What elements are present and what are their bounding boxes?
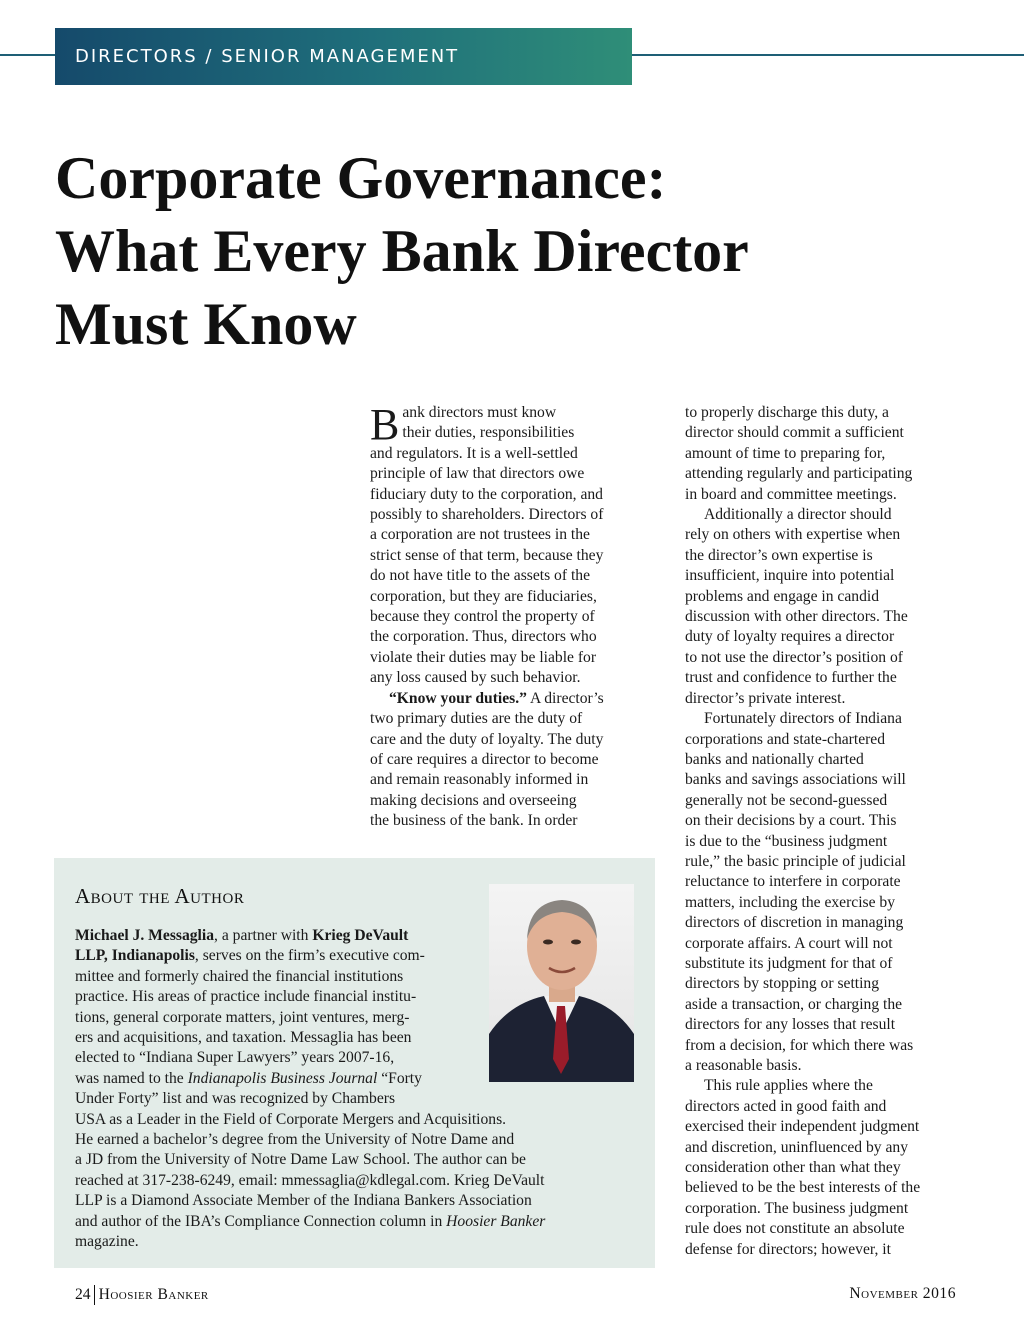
body-line: on their decisions by a court. This — [685, 812, 897, 830]
body-line: discussion with other directors. The — [685, 608, 908, 626]
body-line: two primary duties are the duty of — [370, 710, 583, 728]
magazine-title: Hoosier Banker — [446, 1212, 546, 1230]
bio-line: tions, general corporate matters, joint ventures, merg- — [75, 1008, 410, 1026]
bio-line: mittee and formerly chaired the financial institutions — [75, 967, 404, 985]
subhead-know-your-duties: “Know your duties.” — [389, 689, 527, 707]
drop-cap: B — [370, 400, 400, 449]
bio-text: “Forty — [377, 1069, 422, 1087]
article-column-2 — [685, 403, 985, 1260]
body-line: from a decision, for which there was — [685, 1036, 914, 1054]
author-heading: About the Author — [75, 884, 245, 908]
body-line: to properly discharge this duty, a — [685, 404, 889, 421]
article-column-1 — [370, 400, 670, 832]
author-name: Michael J. Messaglia — [75, 927, 215, 944]
body-line: principle of law that directors owe — [370, 465, 585, 483]
headline-line: Must Know — [55, 291, 357, 357]
article-headline — [55, 142, 955, 361]
body-line: rule does not constitute an absolute — [685, 1220, 905, 1238]
bio-line: practice. His areas of practice include financial institu- — [75, 988, 417, 1006]
body-line: exercised their independent judgment — [685, 1118, 920, 1136]
bio-text: , serves on the firm’s executive com- — [194, 947, 425, 965]
body-line: rely on others with expertise when — [685, 526, 901, 544]
body-line: possibly to shareholders. Directors of — [370, 506, 604, 524]
body-line: attending regularly and participating — [685, 465, 913, 483]
issue-date: November 2016 — [849, 1285, 956, 1302]
body-line: care and the duty of loyalty. The duty — [370, 730, 604, 748]
bio-line — [75, 1212, 635, 1232]
body-line: director should commit a sufficient — [685, 424, 904, 442]
body-line: ank directors must know — [402, 404, 557, 421]
body-line: of care requires a director to become — [370, 750, 599, 768]
body-line: a corporation are not trustees in the — [370, 526, 590, 544]
body-line: is due to the “business judgment — [685, 832, 888, 850]
body-line: generally not be second-guessed — [685, 791, 888, 809]
body-line: the corporation. Thus, directors who — [370, 628, 597, 646]
body-line: directors for any losses that result — [685, 1016, 896, 1034]
body-line: aside a transaction, or charging the — [685, 995, 903, 1013]
footer-left — [75, 1285, 209, 1305]
section-label: DIRECTORS / SENIOR MANAGEMENT — [75, 46, 460, 67]
body-line: because they control the property of — [370, 608, 595, 626]
body-line: their duties, responsibilities — [402, 424, 575, 442]
bio-line: He earned a bachelor’s degree from the University of Notre Dame and — [75, 1131, 515, 1149]
bio-line: LLP is a Diamond Associate Member of the Indiana Bankers Association — [75, 1192, 532, 1210]
headline-line: Corporate Governance: — [55, 145, 667, 211]
author-firm-location: LLP, Indianapolis — [75, 947, 195, 965]
body-line: This rule applies where the — [704, 1077, 873, 1095]
author-photo — [489, 884, 634, 1082]
author-portrait-illustration — [489, 884, 634, 1082]
body-line: corporations and state-chartered — [685, 730, 886, 748]
body-text: A director’s — [526, 689, 604, 707]
body-line: problems and engage in candid — [685, 587, 879, 605]
body-line: and remain reasonably informed in — [370, 771, 589, 789]
bio-line: elected to “Indiana Super Lawyers” years 2007-16, — [75, 1049, 395, 1067]
publication-name: Hoosier Banker — [98, 1286, 209, 1303]
body-line: trust and confidence to further the — [685, 669, 897, 687]
body-line: and regulators. It is a well-settled — [370, 444, 578, 462]
body-line: Additionally a director should — [704, 506, 892, 524]
body-line: substitute its judgment for that of — [685, 954, 893, 972]
bio-line: ers and acquisitions, and taxation. Messaglia has been — [75, 1029, 412, 1047]
section-banner — [55, 28, 632, 85]
bio-line: reached at 317-238-6249, email: mmessaglia@kdlegal.com. Krieg DeVault — [75, 1171, 545, 1189]
body-line: banks and nationally charted — [685, 750, 864, 768]
body-line: amount of time to preparing for, — [685, 444, 886, 462]
body-line: duty of loyalty requires a director — [685, 628, 895, 646]
body-line — [370, 689, 670, 709]
body-line: do not have title to the assets of the — [370, 567, 590, 585]
body-line: any loss caused by such behavior. — [370, 669, 581, 687]
body-line: a reasonable basis. — [685, 1057, 802, 1074]
footer-divider — [94, 1285, 95, 1305]
body-line: the director’s own expertise is — [685, 546, 873, 564]
page-number: 24 — [75, 1286, 91, 1303]
body-line: strict sense of that term, because they — [370, 546, 604, 564]
body-line: in board and committee meetings. — [685, 485, 897, 503]
body-line: corporate affairs. A court will not — [685, 934, 893, 952]
author-firm: Krieg DeVault — [312, 927, 409, 944]
bio-line: Under Forty” list and was recognized by Chambers — [75, 1090, 396, 1108]
body-line: corporation. The business judgment — [685, 1199, 909, 1217]
body-line: believed to be the best interests of the — [685, 1179, 921, 1197]
body-line: and discretion, uninfluenced by any — [685, 1138, 909, 1156]
body-line: violate their duties may be liable for — [370, 648, 597, 666]
bio-line: USA as a Leader in the Field of Corporate Mergers and Acquisitions. — [75, 1110, 507, 1128]
bio-line: magazine. — [75, 1233, 139, 1251]
body-line: matters, including the exercise by — [685, 893, 896, 911]
body-line: defense for directors; however, it — [685, 1240, 891, 1258]
body-line: to not use the director’s position of — [685, 648, 903, 666]
bio-text: , a partner with — [214, 927, 313, 944]
body-line: reluctance to interfere in corporate — [685, 873, 901, 891]
body-line: insufficient, inquire into potential — [685, 567, 895, 585]
body-line: director’s private interest. — [685, 689, 846, 707]
headline-line: What Every Bank Director — [55, 218, 749, 284]
body-line: directors acted in good faith and — [685, 1097, 887, 1115]
body-line: directors by stopping or setting — [685, 975, 880, 993]
body-line: banks and savings associations will — [685, 771, 906, 789]
bio-text: was named to the — [75, 1069, 188, 1087]
body-line: making decisions and overseeing — [370, 791, 577, 809]
journal-title: Indianapolis Business Journal — [187, 1069, 378, 1087]
bio-text: and author of the IBA’s Compliance Connection column in — [75, 1212, 447, 1230]
body-line: Fortunately directors of Indiana — [704, 710, 902, 728]
body-line: rule,” the basic principle of judicial — [685, 852, 906, 870]
body-line: fiduciary duty to the corporation, and — [370, 485, 603, 503]
body-line: consideration other than what they — [685, 1159, 901, 1177]
body-line: the business of the bank. In order — [370, 812, 578, 830]
body-line: corporation, but they are fiduciaries, — [370, 587, 597, 605]
bio-line: a JD from the University of Notre Dame Law School. The author can be — [75, 1151, 526, 1169]
body-line: directors of discretion in managing — [685, 914, 904, 932]
